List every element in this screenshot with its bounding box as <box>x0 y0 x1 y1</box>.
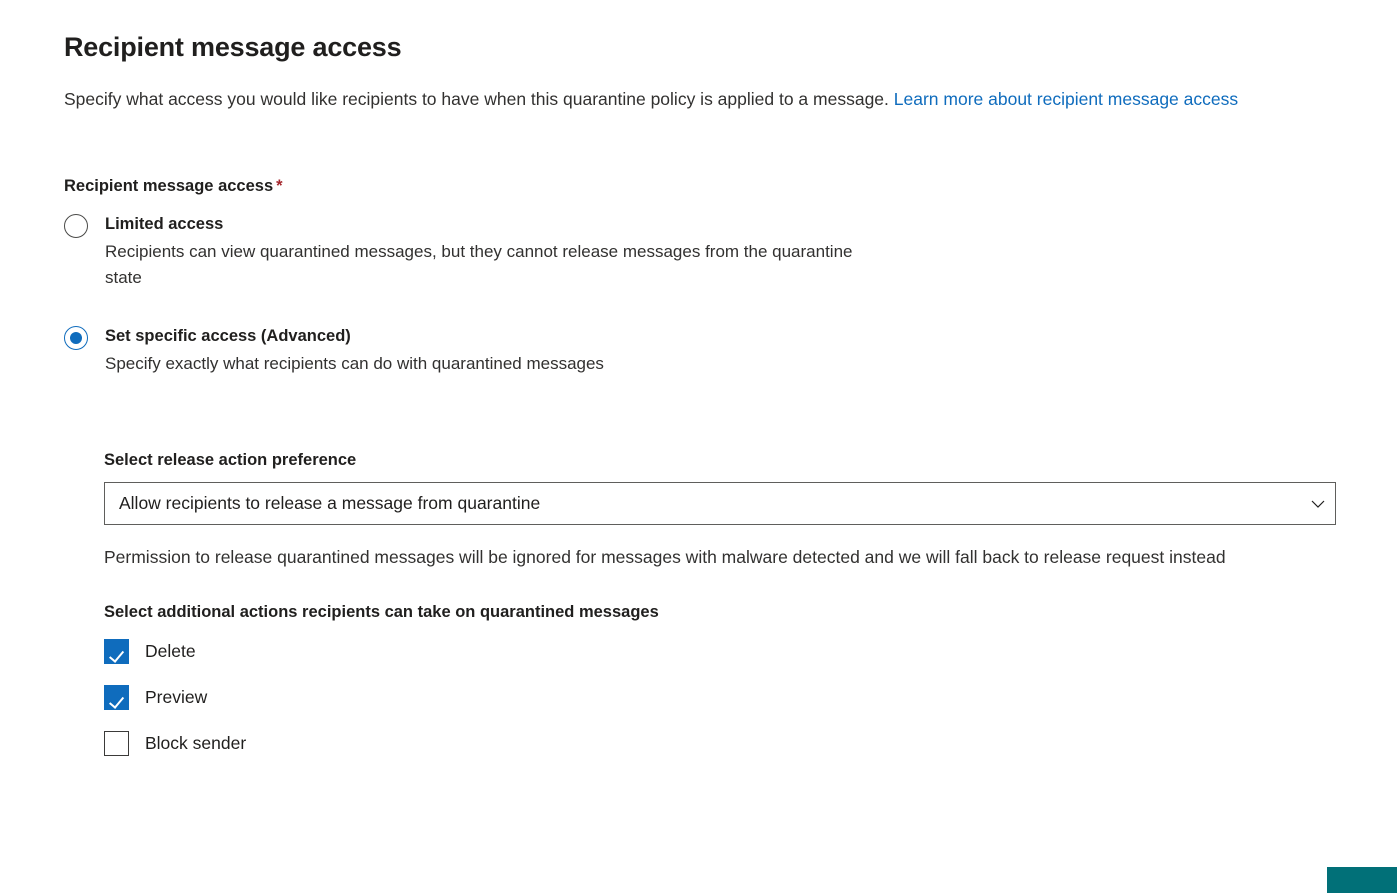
checkbox-label-preview: Preview <box>145 686 208 707</box>
release-action-label: Select release action preference <box>104 451 357 469</box>
intro-text <box>64 85 1333 113</box>
learn-more-link[interactable]: Learn more about recipient message access <box>893 89 1239 109</box>
checkbox-label-delete: Delete <box>145 640 196 661</box>
field-label-text: Recipient message access <box>64 177 274 195</box>
radio-option-specific-access[interactable] <box>64 324 1333 377</box>
radio-button-specific-access[interactable] <box>64 326 88 350</box>
checkbox-preview[interactable] <box>104 685 129 710</box>
release-permission-helper-text: Permission to release quarantined messages will be ignored for messages with malware detected and we will fall back to release request instead <box>104 547 1226 567</box>
radio-option-limited-access[interactable] <box>64 212 1333 291</box>
radio-description-limited-access: Recipients can view quarantined messages, but they cannot release messages from the quarantine state <box>105 242 853 287</box>
advanced-options-section <box>104 451 1333 758</box>
checkbox-label-block-sender: Block sender <box>145 732 247 753</box>
radio-label-specific-access: Set specific access (Advanced) <box>105 327 351 345</box>
radio-option-limited-access-text <box>105 212 865 291</box>
checkbox-row-delete[interactable] <box>104 636 1333 666</box>
release-action-dropdown[interactable] <box>104 482 1336 525</box>
additional-actions-label: Select additional actions recipients can take on quarantined messages <box>104 603 659 621</box>
chevron-down-icon <box>1301 496 1335 512</box>
page-title: Recipient message access <box>64 32 402 62</box>
additional-actions-checkbox-group <box>104 636 1333 758</box>
checkbox-delete[interactable] <box>104 639 129 664</box>
bottom-right-accent-button[interactable] <box>1327 867 1397 893</box>
checkbox-row-block-sender[interactable] <box>104 728 1333 758</box>
radio-label-limited-access: Limited access <box>105 215 224 233</box>
recipient-message-access-radio-group <box>64 212 1333 377</box>
intro-text-body: Specify what access you would like recipients to have when this quarantine policy is applied to a message. <box>64 89 894 109</box>
checkbox-block-sender[interactable] <box>104 731 129 756</box>
radio-description-specific-access: Specify exactly what recipients can do with quarantined messages <box>105 354 604 373</box>
radio-option-specific-access-text <box>105 324 604 377</box>
release-action-selected-value: Allow recipients to release a message from quarantine <box>119 493 541 513</box>
recipient-message-access-label <box>64 177 1333 196</box>
required-asterisk: * <box>276 177 283 195</box>
checkbox-row-preview[interactable] <box>104 682 1333 712</box>
radio-button-limited-access[interactable] <box>64 214 88 238</box>
